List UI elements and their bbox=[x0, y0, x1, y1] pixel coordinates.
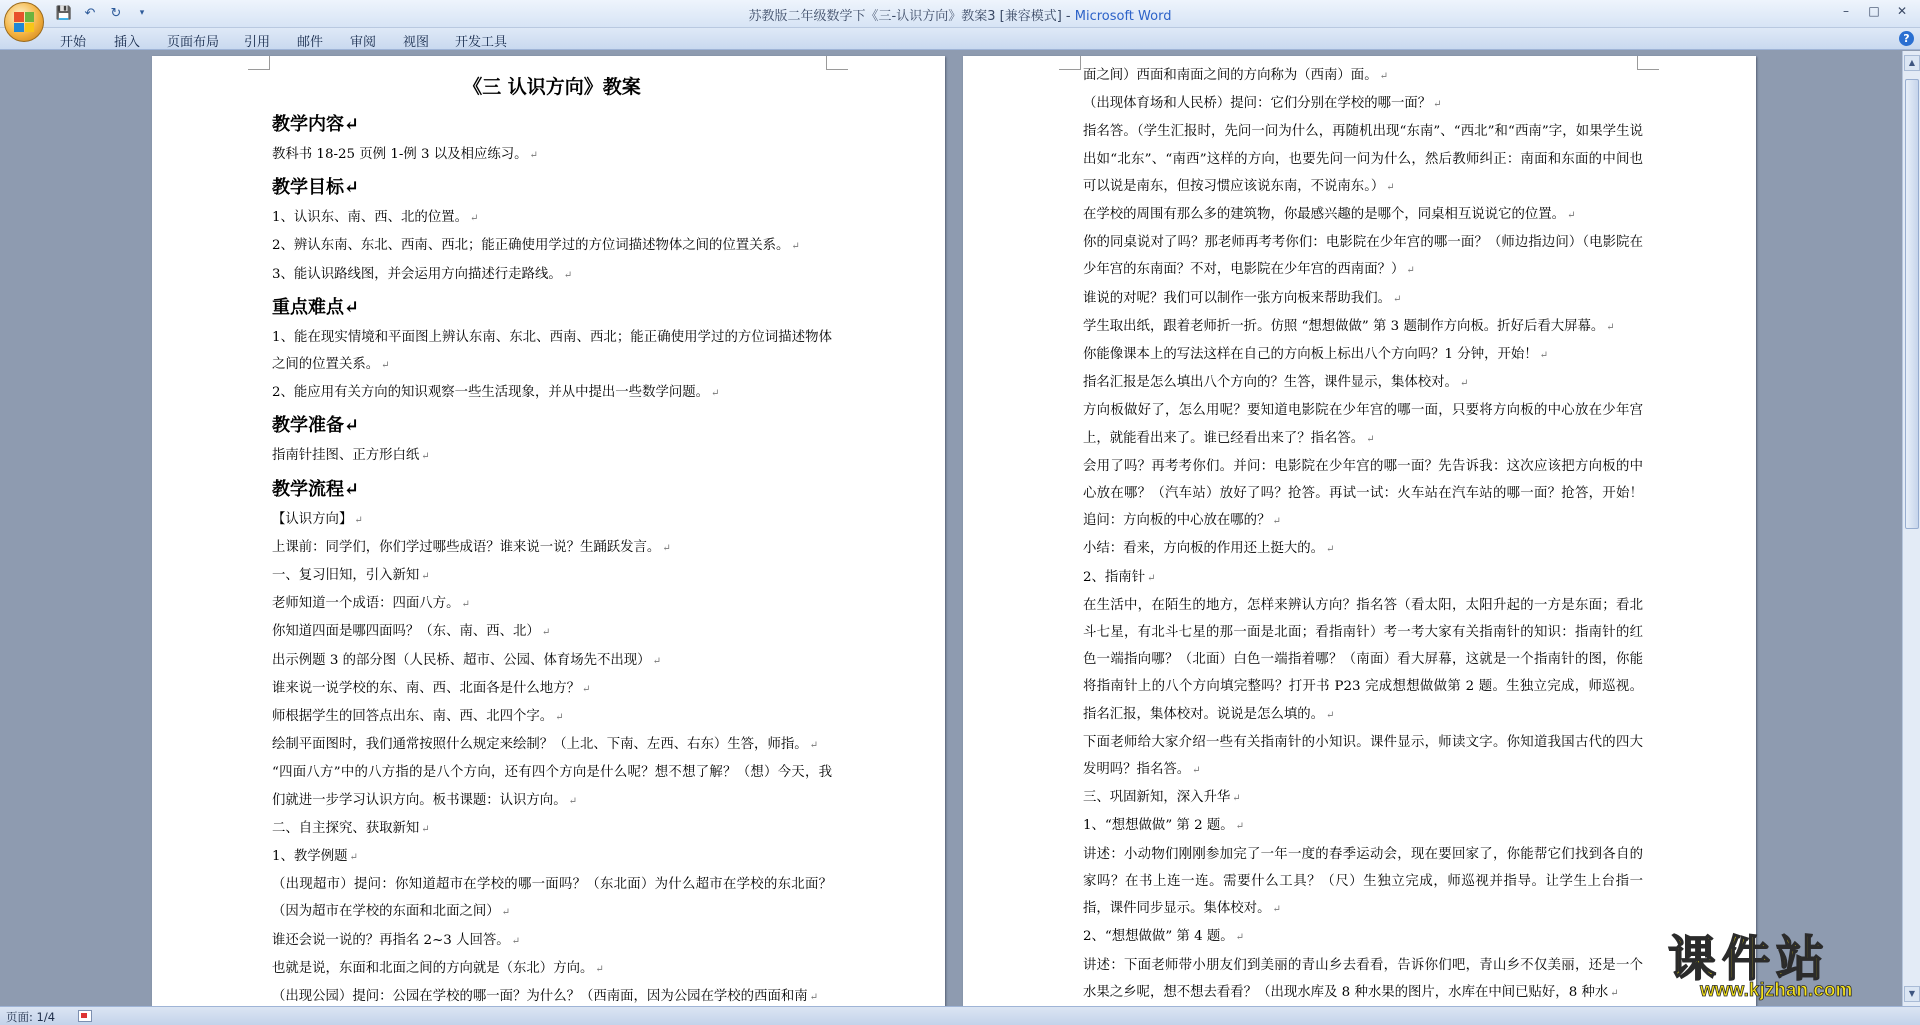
scroll-down-icon[interactable]: ▼ bbox=[1904, 986, 1920, 1002]
paragraph-mark-icon: ↵ bbox=[1235, 932, 1245, 944]
paragraph bbox=[272, 843, 832, 871]
paragraph-mark-icon: ↵ bbox=[1235, 821, 1245, 833]
heading-text: 教学目标 bbox=[272, 177, 344, 199]
paragraph bbox=[1083, 923, 1643, 951]
paragraph bbox=[272, 324, 832, 379]
paragraph bbox=[272, 647, 832, 675]
paragraph-mark-icon: ↵ bbox=[421, 571, 430, 583]
undo-icon[interactable]: ↶ bbox=[84, 5, 96, 21]
paragraph bbox=[1083, 62, 1643, 90]
help-icon[interactable]: ? bbox=[1899, 31, 1914, 46]
paragraph-text: 指名答。（学生汇报时，先问一问为什么，再随机出现“东南”、“西北”和“西南”字，如果学生说出如“北东”、“南西”这样的方向，也要先问一问为什么，然后教师纠正：南面和东面的中间也可以说是南东，但按习惯应该说东南，不说南东。） bbox=[1083, 124, 1643, 194]
heading-text: 教学内容 bbox=[272, 114, 344, 135]
paragraph-text: 一、复习旧知，引入新知 bbox=[272, 568, 420, 584]
document-heading: 《三 认识方向》教案 bbox=[463, 76, 641, 98]
scrollbar-thumb[interactable] bbox=[1905, 79, 1919, 529]
paragraph-text: 教科书 18-25 页例 1-例 3 以及相应练习。 bbox=[272, 147, 528, 162]
paragraph-mark-icon: ↵ bbox=[711, 388, 720, 400]
page-1-content[interactable] bbox=[272, 68, 832, 1006]
paragraph-text: 你的同桌说对了吗？那老师再考考你们：电影院在少年宫的哪一面？（师边指边问）（电影院在少年宫的东南面？不对，电影院在少年宫的西南面？） bbox=[1083, 235, 1643, 278]
document-area bbox=[0, 51, 1900, 1006]
paragraph bbox=[1083, 118, 1643, 201]
paragraph-text: “四面八方”中的八方指的是八个方向，还有四个方向是什么呢？想不想了解？（想）今天，我们就进一步学习认识方向。板书课题：认识方向。 bbox=[272, 765, 832, 808]
paragraph bbox=[272, 590, 832, 618]
paragraph bbox=[1083, 313, 1643, 341]
section-heading bbox=[272, 289, 832, 322]
paragraph-text: 2、“想想做做” 第 4 题。 bbox=[1083, 929, 1234, 945]
paragraph-text: 小结：看来，方向板的作用还上挺大的。 bbox=[1083, 541, 1325, 557]
paragraph-text: 2、辨认东南、东北、西南、西北；能正确使用学过的方位词描述物体之间的位置关系。 bbox=[272, 238, 790, 254]
paragraph-mark-icon: ↵ bbox=[541, 627, 551, 639]
paragraph-mark-icon: ↵ bbox=[568, 795, 577, 807]
paragraph-mark-icon: ↵ bbox=[595, 963, 604, 975]
paragraph-mark-icon: ↵ bbox=[344, 177, 360, 199]
paragraph-mark-icon: ↵ bbox=[1272, 516, 1281, 528]
paragraph-mark-icon: ↵ bbox=[529, 150, 538, 161]
paragraph-text: 讲述：小动物们刚刚参加完了一年一度的春季运动会，现在要回家了，你能帮它们找到各自的家吗？在书上连一连。需要什么工具？（尺）生独立完成，师巡视并指导。让学生上台指一指，课件同步显示。集体校对。 bbox=[1083, 846, 1643, 917]
paragraph bbox=[1083, 369, 1643, 397]
paragraph-text: 2、指南针 bbox=[1083, 569, 1146, 585]
paragraph bbox=[272, 927, 832, 955]
tab-view[interactable]: 视图 bbox=[403, 35, 430, 50]
paragraph-text: 指南针挂图、正方形白纸 bbox=[272, 448, 420, 464]
paragraph-text: 老师知道一个成语：四面八方。 bbox=[272, 596, 460, 612]
paragraph-text: 谁说的对呢？我们可以制作一张方向板来帮助我们。 bbox=[1083, 290, 1391, 306]
watermark-url: www.kjzhan.com bbox=[1700, 980, 1853, 1001]
paragraph-text: 你能像课本上的写法这样在自己的方向板上标出八个方向吗？1 分钟，开始！ bbox=[1083, 347, 1538, 363]
paragraph-mark-icon: ↵ bbox=[1406, 265, 1415, 277]
paragraph-mark-icon: ↵ bbox=[381, 360, 390, 372]
paragraph-mark-icon: ↵ bbox=[1386, 181, 1395, 193]
crop-mark bbox=[248, 56, 270, 70]
paragraph-mark-icon: ↵ bbox=[421, 823, 430, 835]
paragraph bbox=[272, 379, 832, 407]
heading-text: 教学流程 bbox=[272, 478, 344, 500]
paragraph bbox=[272, 983, 832, 1006]
paragraph-mark-icon: ↵ bbox=[511, 935, 521, 947]
paragraph-mark-icon: ↵ bbox=[421, 451, 430, 463]
watermark bbox=[1660, 920, 1920, 1006]
paragraph-mark-icon: ↵ bbox=[1606, 321, 1615, 333]
paragraph-text: 在学校的周围有那么多的建筑物，你最感兴趣的是哪个，同桌相互说说它的位置。 bbox=[1083, 207, 1566, 223]
paragraph-mark-icon: ↵ bbox=[809, 992, 819, 1004]
paragraph-mark-icon: ↵ bbox=[1392, 293, 1402, 305]
paragraph-text: 也就是说，东面和北面之间的方向就是（东北）方向。 bbox=[272, 960, 594, 976]
paragraph-text: 方向板做好了，怎么用呢？要知道电影院在少年宫的哪一面，只要将方向板的中心放在少年宫上，就能看出来了。谁已经看出来了？指名答。 bbox=[1083, 403, 1643, 446]
window-title bbox=[0, 5, 1920, 24]
tab-insert[interactable]: 插入 bbox=[114, 35, 141, 50]
paragraph-mark-icon: ↵ bbox=[349, 852, 358, 864]
page-1-body bbox=[272, 106, 832, 1006]
paragraph-text: 二、自主探究、获取新知 bbox=[272, 820, 420, 836]
paragraph bbox=[1083, 341, 1643, 369]
paragraph bbox=[272, 204, 832, 232]
page-2 bbox=[963, 56, 1756, 1006]
paragraph-text: （出现超市）提问：你知道超市在学校的哪一面吗？（东北面）为什么超市在学校的东北面？（因为超市在学校的东面和北面之间） bbox=[272, 877, 832, 920]
paragraph-mark-icon: ↵ bbox=[344, 296, 360, 318]
paragraph-text: 3、能认识路线图，并会运用方向描述行走路线。 bbox=[272, 266, 562, 282]
paragraph bbox=[272, 534, 832, 562]
save-icon[interactable]: 💾 bbox=[55, 5, 73, 21]
proofing-icon[interactable] bbox=[78, 1010, 92, 1022]
vertical-scrollbar[interactable] bbox=[1902, 51, 1920, 1006]
paragraph-text: 谁来说一说学校的东、南、西、北面各是什么地方？ bbox=[272, 680, 580, 696]
status-bar bbox=[0, 1006, 1920, 1025]
title-bar bbox=[0, 0, 1920, 28]
paragraph-text: 1、能在现实情境和平面图上辨认东南、东北、西南、西北；能正确使用学过的方位词描述物体之间的位置关系。 bbox=[272, 329, 832, 373]
minimize-icon[interactable]: – bbox=[1843, 4, 1849, 18]
paragraph bbox=[272, 731, 832, 759]
paragraph bbox=[1083, 453, 1643, 536]
paragraph-mark-icon: ↵ bbox=[344, 114, 360, 135]
paragraph-text: 【认识方向】 bbox=[272, 511, 353, 527]
paragraph-mark-icon: ↵ bbox=[344, 478, 360, 500]
paragraph-text: （出现体育场和人民桥）提问：它们分别在学校的哪一面？ bbox=[1083, 96, 1432, 112]
paragraph-mark-icon: ↵ bbox=[1379, 71, 1388, 82]
paragraph-mark-icon: ↵ bbox=[1232, 793, 1241, 805]
maximize-icon[interactable]: □ bbox=[1868, 4, 1880, 18]
section-heading bbox=[272, 106, 832, 139]
page-2-content[interactable] bbox=[1083, 62, 1643, 1006]
paragraph-mark-icon: ↵ bbox=[662, 542, 671, 554]
paragraph-text: 学生取出纸，跟着老师折一折。仿照 “想想做做” 第 3 题制作方向板。折好后看大屏幕。 bbox=[1083, 318, 1605, 334]
paragraph-text: 2、能应用有关方向的知识观察一些生活现象，并从中提出一些数学问题。 bbox=[272, 385, 710, 401]
page-1 bbox=[152, 56, 945, 1006]
paragraph-mark-icon: ↵ bbox=[1459, 378, 1469, 390]
paragraph-mark-icon: ↵ bbox=[354, 514, 363, 526]
tab-home[interactable]: 开始 bbox=[60, 35, 87, 50]
paragraph bbox=[1083, 592, 1643, 729]
redo-icon[interactable]: ↻ bbox=[110, 5, 122, 21]
paragraph-text: 1、“想想做做” 第 2 题。 bbox=[1083, 818, 1234, 834]
paragraph bbox=[1083, 90, 1643, 118]
tab-review[interactable]: 审阅 bbox=[350, 35, 377, 50]
paragraph-mark-icon: ↵ bbox=[1147, 572, 1156, 584]
paragraph-mark-icon: ↵ bbox=[1539, 350, 1549, 362]
office-logo-icon bbox=[14, 12, 34, 32]
paragraph-text: 面之间）西面和南面之间的方向称为（西南）面。 bbox=[1083, 68, 1378, 83]
app-name: Microsoft Word bbox=[1074, 9, 1172, 24]
paragraph bbox=[272, 955, 832, 983]
paragraph-mark-icon: ↵ bbox=[1272, 904, 1281, 916]
paragraph-mark-icon: ↵ bbox=[461, 599, 470, 611]
paragraph-text: 你知道四面是哪四面吗？（东、南、西、北） bbox=[272, 624, 540, 640]
paragraph bbox=[1083, 812, 1643, 840]
paragraph bbox=[272, 141, 832, 169]
paragraph-mark-icon: ↵ bbox=[1366, 433, 1375, 445]
paragraph-text: 下面老师给大家介绍一些有关指南针的小知识。课件显示，师读文字。你知道我国古代的四大发明吗？指名答。 bbox=[1083, 734, 1643, 778]
tab-developer[interactable]: 开发工具 bbox=[455, 35, 508, 50]
paragraph bbox=[272, 703, 832, 731]
paragraph bbox=[272, 815, 832, 843]
paragraph bbox=[1083, 784, 1643, 812]
paragraph-text: 在生活中，在陌生的地方，怎样来辨认方向？指名答（看太阳，太阳升起的一方是东面；看北斗七星，有北斗七星的那一面是北面；看指南针）考一考大家有关指南针的知识：指南针的红色一端指向哪？（北面）白色一端指着哪？（南面）看大屏幕，这就是一个指南针的图，你能将指南针上的八个方向填完整吗？打开书 P23 完成想想做做第 2 题。生独立完成，师巡视。指名汇报，集体校对。说说是怎么填的。 bbox=[1083, 597, 1643, 722]
office-button[interactable] bbox=[4, 2, 44, 42]
document-title: 苏教版二年级数学下《三-认识方向》教案3 [兼容模式] - bbox=[748, 9, 1075, 24]
paragraph-mark-icon: ↵ bbox=[1326, 544, 1335, 556]
paragraph-text: 讲述：下面老师带小朋友们到美丽的青山乡去看看，告诉你们吧，青山乡不仅美丽，还是一个水果之乡呢，想不想去看看？（出现水库及 8 种水果的图片，水库在中间已贴好，8 种水 bbox=[1083, 957, 1643, 1000]
paragraph bbox=[272, 675, 832, 703]
paragraph-mark-icon: ↵ bbox=[1610, 987, 1619, 999]
scroll-up-icon[interactable]: ▲ bbox=[1904, 55, 1920, 71]
paragraph-text: 1、认识东、南、西、北的位置。 bbox=[272, 210, 468, 226]
paragraph bbox=[1083, 841, 1643, 924]
paragraph bbox=[1083, 729, 1643, 784]
window-controls bbox=[1834, 2, 1914, 20]
paragraph-mark-icon: ↵ bbox=[1192, 765, 1201, 777]
paragraph-text: 上课前：同学们，你们学过哪些成语？谁来说一说？生踊跃发言。 bbox=[272, 539, 661, 555]
paragraph-mark-icon: ↵ bbox=[581, 683, 591, 695]
customize-toolbar-icon[interactable]: ▾ bbox=[139, 8, 145, 18]
paragraph-text: 会用了吗？再考考你们。并问：电影院在少年宫的哪一面？先告诉我：这次应该把方向板的中心放在哪？（汽车站）放好了吗？抢答。再试一试：火车站在汽车站的哪一面？抢答，开始！追问：方向板的中心放在哪的？ bbox=[1083, 458, 1643, 529]
paragraph bbox=[272, 618, 832, 646]
paragraph bbox=[1083, 285, 1643, 313]
paragraph-text: 绘制平面图时，我们通常按照什么规定来绘制？（上北、下南、左西、右东）生答，师指。 bbox=[272, 737, 808, 753]
paragraph-mark-icon: ↵ bbox=[809, 740, 819, 752]
page-count[interactable]: 页面: 1/4 bbox=[6, 1010, 56, 1024]
watermark-logo-text: 课件站 bbox=[1668, 931, 1831, 987]
crop-mark bbox=[1059, 56, 1081, 70]
close-icon[interactable]: ✕ bbox=[1896, 4, 1908, 18]
paragraph bbox=[1083, 952, 1643, 1007]
paragraph bbox=[272, 261, 832, 289]
heading-text: 重点难点 bbox=[272, 296, 344, 318]
paragraph-text: （出现公园）提问：公园在学校的哪一面？为什么？（西南面，因为公园在学校的西面和南 bbox=[272, 989, 808, 1005]
paragraph-mark-icon: ↵ bbox=[501, 907, 511, 919]
paragraph bbox=[272, 759, 832, 814]
paragraph-text: 出示例题 3 的部分图（人民桥、超市、公园、体育场先不出现） bbox=[272, 652, 651, 668]
paragraph-text: 三、巩固新知，深入升华 bbox=[1083, 790, 1231, 806]
paragraph-mark-icon: ↵ bbox=[1433, 99, 1442, 111]
paragraph bbox=[272, 506, 832, 534]
section-heading bbox=[272, 471, 832, 504]
paragraph-mark-icon: ↵ bbox=[555, 712, 564, 724]
paragraph-text: 指名汇报是怎么填出八个方向的？生答，课件显示，集体校对。 bbox=[1083, 375, 1458, 391]
paragraph bbox=[1083, 229, 1643, 284]
paragraph bbox=[1083, 564, 1643, 592]
paragraph-mark-icon: ↵ bbox=[652, 655, 661, 667]
paragraph bbox=[272, 562, 832, 590]
page-2-body bbox=[1083, 62, 1643, 1006]
paragraph-mark-icon: ↵ bbox=[791, 241, 800, 253]
tab-page-layout[interactable]: 页面布局 bbox=[167, 35, 220, 50]
paragraph-text: 谁还会说一说的？再指名 2~3 人回答。 bbox=[272, 932, 510, 948]
paragraph-mark-icon: ↵ bbox=[470, 213, 479, 225]
paragraph-mark-icon: ↵ bbox=[563, 269, 573, 281]
paragraph-text: 1、教学例题 bbox=[272, 849, 348, 865]
paragraph bbox=[272, 232, 832, 260]
tab-mailings[interactable]: 邮件 bbox=[297, 35, 324, 50]
heading-text: 教学准备 bbox=[272, 415, 344, 437]
tab-references[interactable]: 引用 bbox=[244, 35, 271, 50]
paragraph-mark-icon: ↵ bbox=[1567, 210, 1576, 222]
section-heading bbox=[272, 407, 832, 440]
ribbon-tabs bbox=[0, 28, 1920, 50]
paragraph-mark-icon: ↵ bbox=[1326, 709, 1335, 721]
section-heading bbox=[272, 169, 832, 202]
paragraph bbox=[1083, 535, 1643, 563]
paragraph bbox=[1083, 201, 1643, 229]
paragraph-mark-icon: ↵ bbox=[344, 415, 360, 437]
paragraph bbox=[272, 442, 832, 470]
paragraph-text: 师根据学生的回答点出东、南、西、北四个字。 bbox=[272, 709, 554, 725]
paragraph bbox=[1083, 397, 1643, 452]
paragraph bbox=[272, 871, 832, 926]
